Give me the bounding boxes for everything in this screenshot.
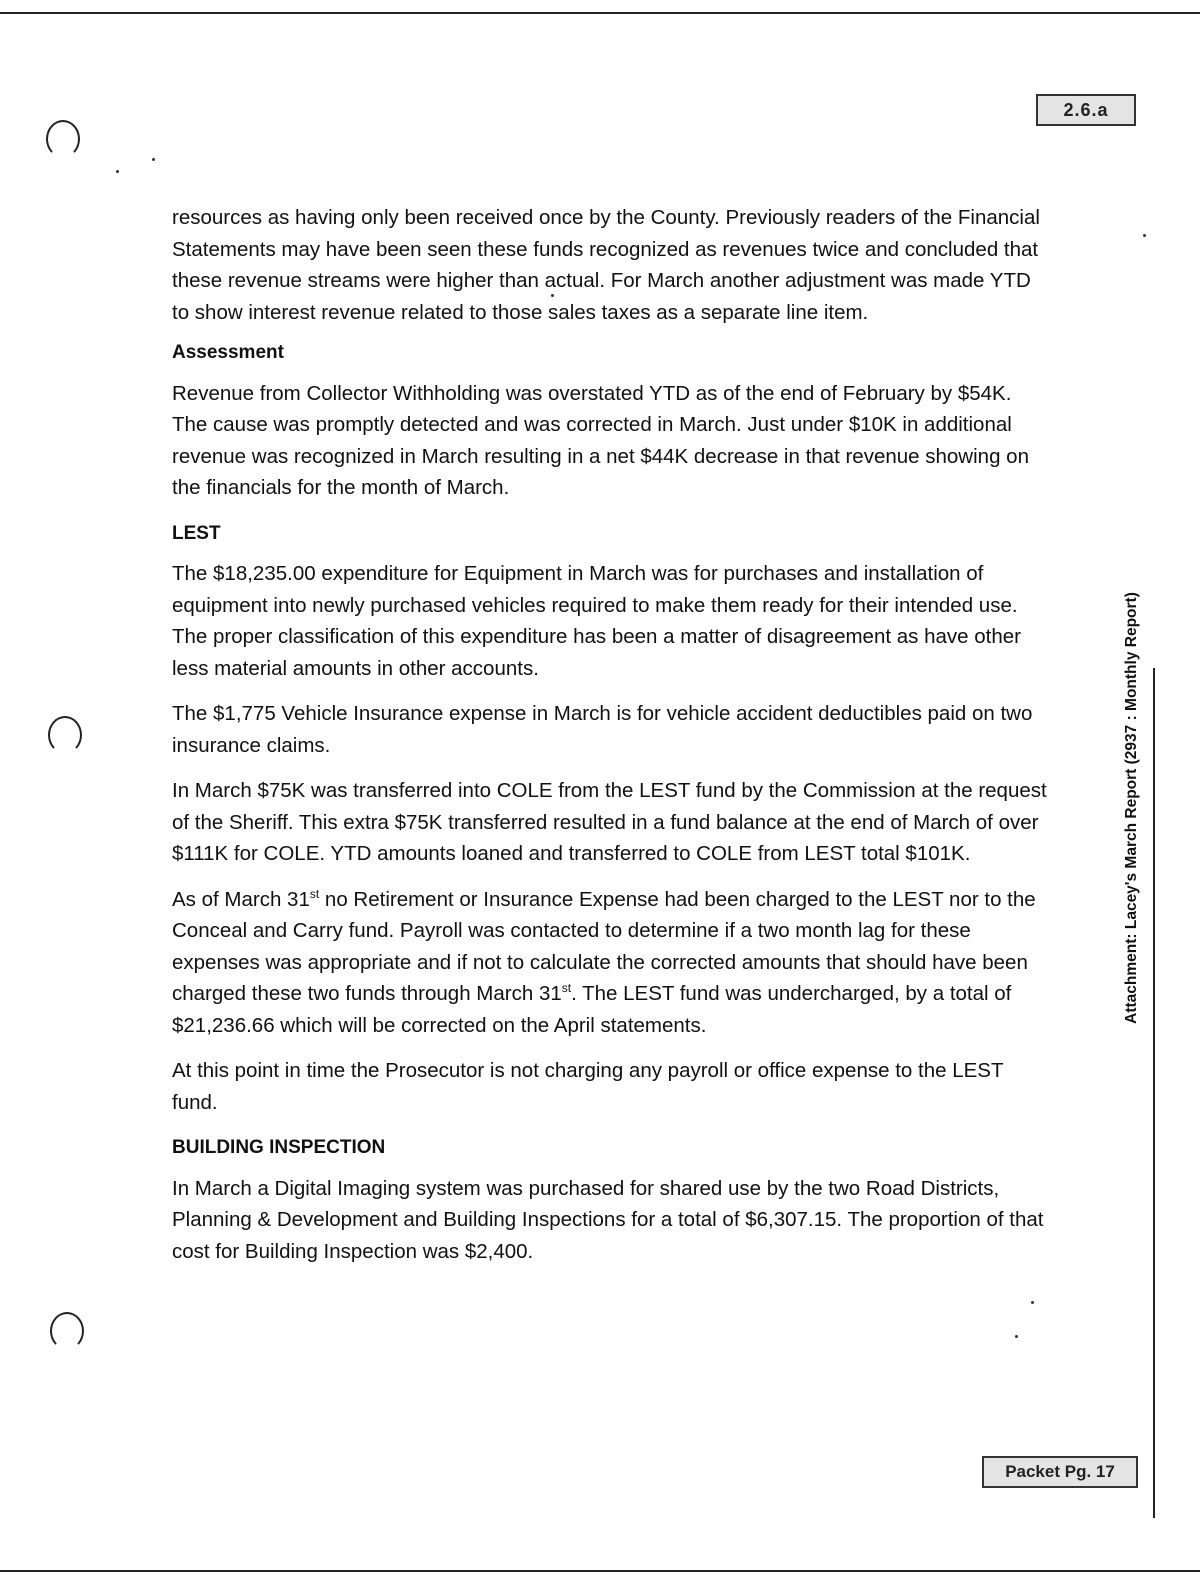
paragraph-retirement-insurance: As of March 31st no Retirement or Insurance Expense had been charged to the LEST nor to the Conceal and Carry fund. Payroll was contacted to determine if a two month lag for these expenses was appropriate and if not to calculate the corrected amounts that should have been charged these two funds through March 31st. The LEST fund was undercharged, by a total of $21,236.66 which will be corrected on the April statements.: [172, 886, 1036, 1037]
top-border-line: [0, 12, 1200, 14]
paragraph-equipment-expenditure: The $18,235.00 expenditure for Equipment in March was for purchases and installation of equipment into newly purchased vehicles required to make them ready for their intended use. The proper classification of this expenditure has been a matter of disagreement as have other less material amounts in other accounts.: [172, 562, 1021, 680]
paragraph-resources: resources as having only been received once by the County. Previously readers of the Financial Statements may have been seen these funds recognized as revenues twice and concluded that these revenue streams were higher than actual. For March another adjustment was made YTD to show interest revenue related to those sales taxes as a separate line item.: [172, 206, 1040, 324]
scan-speck: [116, 170, 119, 173]
bottom-border-line: [0, 1570, 1200, 1572]
right-margin-line: [1153, 668, 1155, 1518]
scan-speck: [152, 158, 155, 161]
paragraph-collector-withholding: Revenue from Collector Withholding was overstated YTD as of the end of February by $54K. The cause was promptly detected and was corrected in March. Just under $10K in additional revenue was recognized in March resulting in a net $44K decrease in that revenue showing on the financials for the month of March.: [172, 381, 1029, 499]
document-body: [172, 202, 1052, 1267]
heading-lest: LEST: [172, 522, 221, 544]
attachment-sidebar-label: Attachment: Lacey's March Report (2937 : Monthly Report): [1123, 592, 1140, 1024]
scan-speck: [1143, 234, 1146, 237]
paragraph-cole-transfer: In March $75K was transferred into COLE from the LEST fund by the Commission at the request of the Sheriff. This extra $75K transferred resulted in a fund balance at the end of March of over $111K for COLE. YTD amounts loaned and transferred to COLE from LEST total $101K.: [172, 779, 1047, 865]
binder-hole-mark-bottom: [50, 1312, 84, 1350]
paragraph-digital-imaging: In March a Digital Imaging system was purchased for shared use by the two Road Districts, Planning & Development and Building Inspections for a total of $6,307.15. The proportion of that cost for Building Inspection was $2,400.: [172, 1176, 1044, 1263]
scan-speck: [1015, 1335, 1018, 1338]
packet-page-stamp: Packet Pg. 17: [982, 1456, 1138, 1488]
heading-building-inspection: BUILDING INSPECTION: [172, 1137, 386, 1158]
paragraph-vehicle-insurance: The $1,775 Vehicle Insurance expense in March is for vehicle accident deductibles paid on two insurance claims.: [172, 702, 1033, 757]
scan-speck: [1031, 1301, 1034, 1304]
agenda-item-tag: 2.6.a: [1036, 94, 1136, 126]
binder-hole-mark-top: [46, 120, 80, 158]
paragraph-prosecutor: At this point in time the Prosecutor is not charging any payroll or office expense to the LEST fund.: [172, 1059, 1004, 1114]
heading-assessment: Assessment: [172, 342, 284, 363]
binder-hole-mark-middle: [48, 716, 82, 754]
